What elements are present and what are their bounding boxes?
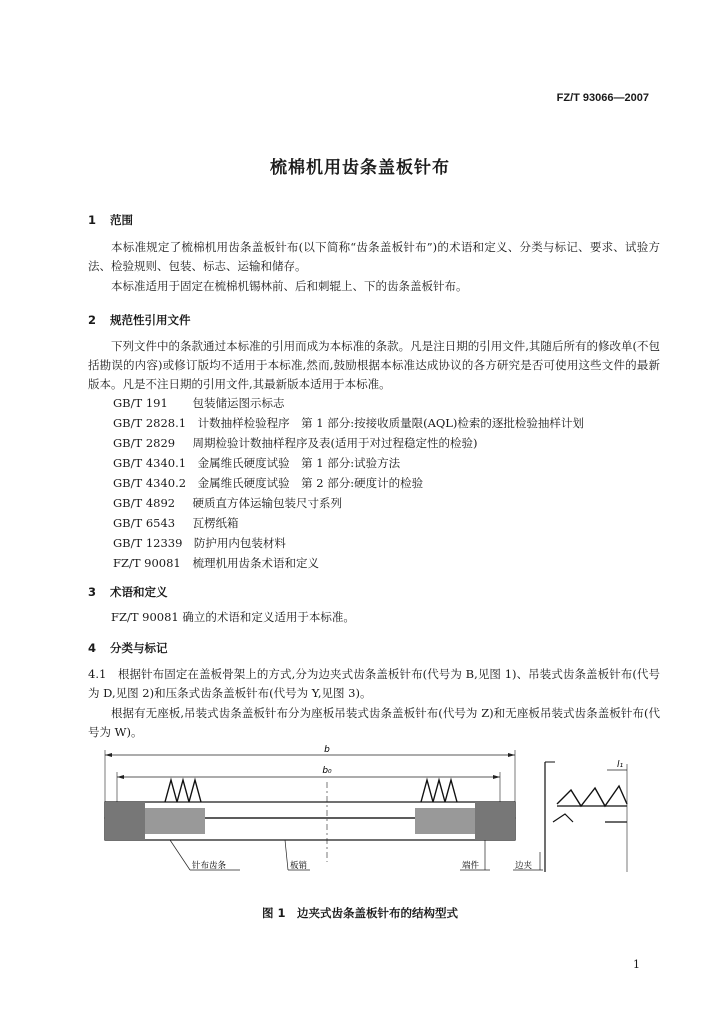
reference-code: GB/T 4892 (113, 496, 176, 510)
reference-item (113, 554, 319, 573)
right-card-clothing (415, 808, 475, 834)
callout-label: 端件 (462, 861, 480, 871)
section-title: 术语和定义 (110, 585, 168, 599)
reference-title: 防护用内包装材料 (193, 536, 286, 550)
paragraph: 下列文件中的条款通过本标准的引用而成为本标准的条款。凡是注日期的引用文件,其随后所有的修改单(不包括勘误的内容)或修订版均不适用于本标准,然而,鼓励根据本标准达成协议的各方研究是否可使用这些文件的最新版本。凡是不注日期的引用文件,其最新版本适用于本标准。 (88, 339, 660, 391)
reference-code: GB/T 4340.1 (113, 456, 187, 470)
reference-code: GB/T 4340.2 (113, 476, 187, 490)
reference-code: GB/T 12339 (113, 536, 183, 550)
figure-1-diagram (95, 742, 655, 892)
reference-code: FZ/T 90081 (113, 556, 181, 570)
arrowhead (508, 753, 515, 757)
section-4-heading (88, 640, 168, 656)
reference-title: 周期检验计数抽样程序及表(适用于对过程稳定性的检验) (192, 436, 478, 450)
section-number: 4 (88, 641, 97, 655)
right-teeth (421, 780, 457, 802)
side-view-teeth (557, 786, 627, 806)
dimension-b-label: b (324, 745, 330, 755)
arrowhead (105, 753, 112, 757)
reference-code: GB/T 6543 (113, 516, 176, 530)
reference-item (113, 434, 477, 453)
callout-label: 边夹 (515, 861, 533, 871)
section-number: 3 (88, 585, 97, 599)
reference-item (113, 414, 584, 433)
dimension-l1-label: l₁ (617, 760, 624, 770)
paragraph: FZ/T 90081 确立的术语和定义适用于本标准。 (111, 610, 355, 624)
reference-item (113, 534, 286, 553)
left-end-piece (105, 802, 145, 840)
reference-code: GB/T 191 (113, 396, 168, 410)
reference-item (113, 474, 423, 493)
reference-title: 硬质直方体运输包装尺寸系列 (192, 496, 342, 510)
reference-item (113, 494, 342, 513)
clause-number: 4.1 (88, 667, 107, 681)
reference-title: 金属维氏硬度试验 第 1 部分:试验方法 (197, 456, 401, 470)
reference-title: 梳理机用齿条术语和定义 (192, 556, 319, 570)
document-title: 梳棉机用齿条盖板针布 (270, 158, 450, 178)
reference-code: GB/T 2829 (113, 436, 176, 450)
clause-text: 根据针布固定在盖板骨架上的方式,分为边夹式齿条盖板针布(代号为 B,见图 1)、吊装式齿条盖板针布(代号为 D,见图 2)和压条式齿条盖板针布(代号为 Y,见图 3)。 (88, 667, 660, 700)
arrowhead (117, 775, 124, 779)
reference-item (113, 394, 285, 413)
standard-number: FZ/T 93066—2007 (556, 92, 649, 104)
section-number: 2 (88, 313, 97, 327)
reference-title: 金属维氏硬度试验 第 2 部分:硬度计的检验 (197, 476, 424, 490)
reference-title: 瓦楞纸箱 (192, 516, 239, 530)
section-title: 规范性引用文件 (110, 313, 191, 327)
section-title: 范围 (110, 213, 133, 227)
reference-item (113, 514, 239, 533)
paragraph: 根据有无座板,吊装式齿条盖板针布分为座板吊装式齿条盖板针布(代号为 Z)和无座板吊装式齿条盖板针布(代号为 W)。 (88, 706, 660, 739)
reference-code: GB/T 2828.1 (113, 416, 187, 430)
section-title: 分类与标记 (110, 641, 168, 655)
page-number: 1 (633, 958, 640, 971)
paragraph: 本标准规定了梳棉机用齿条盖板针布(以下简称“齿条盖板针布”)的术语和定义、分类与标记、要求、试验方法、检验规则、包装、标志、运输和储存。 (88, 240, 660, 273)
dimension-b0-label: b₀ (322, 766, 332, 776)
left-teeth (165, 780, 201, 802)
reference-title: 包装储运图示标志 (192, 396, 285, 410)
figure-caption: 图 1 边夹式齿条盖板针布的结构型式 (261, 906, 458, 920)
reference-item (113, 454, 400, 473)
section-3-heading (88, 584, 168, 600)
paragraph: 本标准适用于固定在梳棉机锡林前、后和刺辊上、下的齿条盖板针布。 (111, 279, 468, 293)
right-end-piece (475, 802, 515, 840)
section-1-heading (88, 212, 133, 228)
reference-title: 计数抽样检验程序 第 1 部分:按接收质量限(AQL)检索的逐批检验抽样计划 (197, 416, 584, 430)
section-2-heading (88, 312, 191, 328)
left-card-clothing (145, 808, 205, 834)
callout-label: 针布齿条 (192, 861, 227, 871)
callout-label: 板销 (290, 861, 308, 871)
arrowhead (493, 775, 500, 779)
section-number: 1 (88, 213, 97, 227)
clause-4-1 (88, 665, 660, 703)
